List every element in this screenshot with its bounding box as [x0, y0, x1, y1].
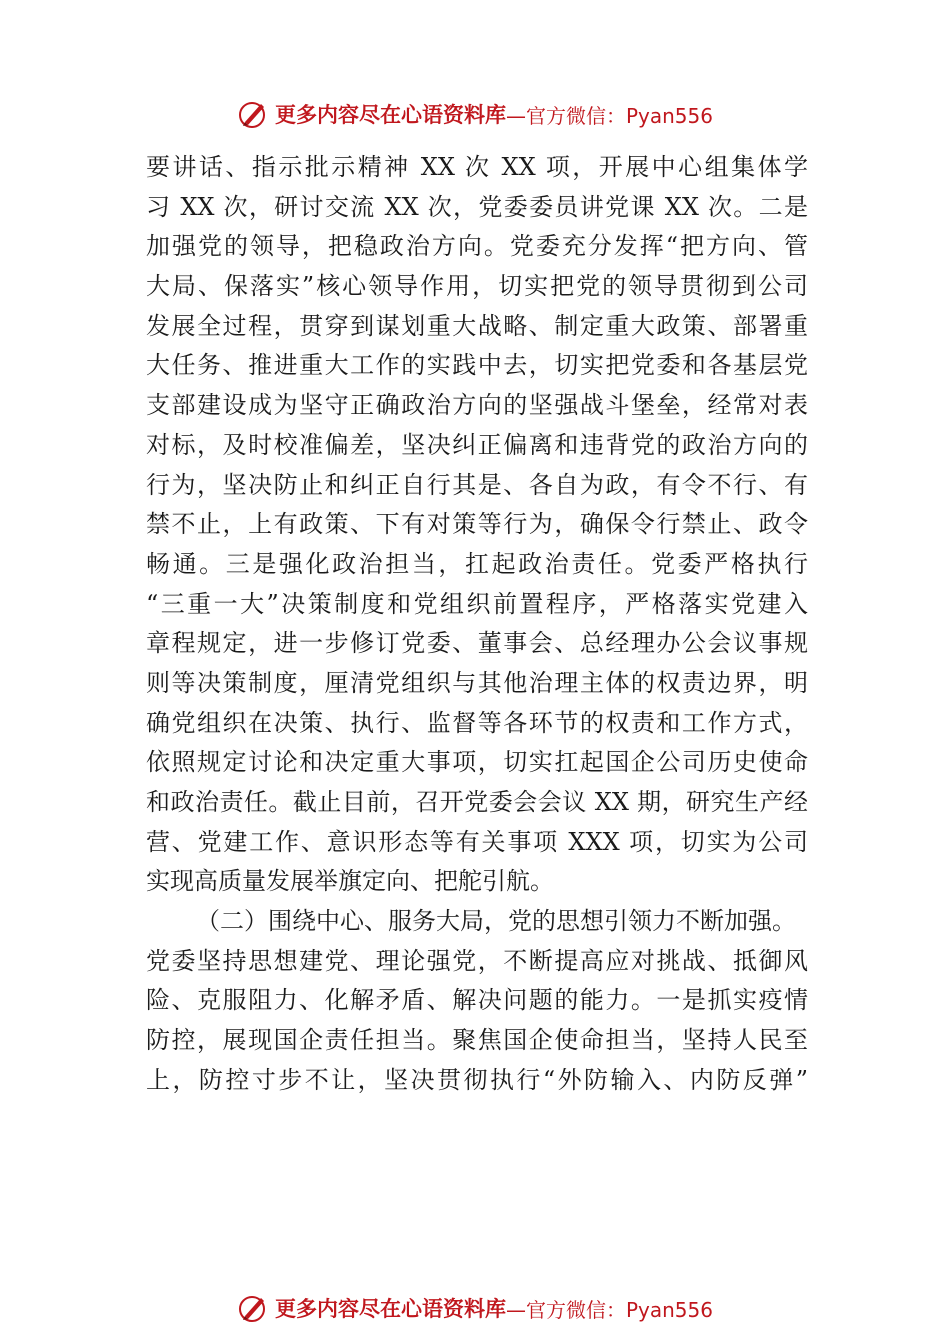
body-line: 发展全过程，贯穿到谋划重大战略、制定重大政策、部署重 — [146, 311, 808, 340]
body-line: 畅通。三是强化政治担当，扛起政治责任。党委严格执行 — [146, 549, 808, 578]
body-line: 上，防控寸步不让，坚决贯彻执行“外防输入、内防反弹” — [146, 1065, 808, 1094]
body-line: 实现高质量发展举旗定向、把舵引航。 — [146, 867, 554, 896]
body-line: 大局、保落实”核心领导作用，切实把党的领导贯彻到公司 — [146, 272, 808, 301]
header-banner-title: 更多内容尽在心语资料库 — [274, 102, 506, 127]
body-line: 禁不止，上有政策、下有对策等行为，确保令行禁止、政令 — [146, 510, 808, 539]
body-line: 营、党建工作、意识形态等有关事项 XXX 项，切实为公司 — [146, 827, 808, 856]
body-line: 习 XX 次，研讨交流 XX 次，党委委员讲党课 XX 次。二是 — [146, 192, 808, 221]
body-line: 确党组织在决策、执行、监督等各环节的权责和工作方式， — [146, 708, 808, 737]
footer-banner-wechat: —官方微信：Pyan556 — [505, 1297, 713, 1322]
body-line: 对标，及时校准偏差，坚决纠正偏离和违背党的政治方向的 — [146, 430, 808, 459]
body-line: 依照规定讨论和决定重大事项，切实扛起国企公司历史使命 — [146, 748, 808, 777]
body-line: 大任务、推进重大工作的实践中去，切实把党委和各基层党 — [146, 351, 808, 380]
pen-logo-icon — [237, 98, 269, 130]
body-line: 则等决策制度，厘清党组织与其他治理主体的权责边界，明 — [146, 668, 808, 697]
body-line: “三重一大”决策制度和党组织前置程序，严格落实党建入 — [146, 589, 808, 618]
body-line: 险、克服阻力、化解矛盾、解决问题的能力。一是抓实疫情 — [146, 986, 808, 1015]
body-line: 章程规定，进一步修订党委、董事会、总经理办公会议事规 — [146, 629, 808, 658]
pen-logo-icon — [237, 1292, 269, 1324]
section-heading: （二）围绕中心、服务大局，党的思想引领力不断加强。 — [196, 907, 796, 936]
header-banner — [0, 94, 950, 134]
document-body — [146, 148, 808, 1101]
body-line: 防控，展现国企责任担当。聚焦国企使命担当，坚持人民至 — [146, 1026, 808, 1055]
body-line: 和政治责任。截止目前，召开党委会会议 XX 期，研究生产经 — [146, 788, 808, 816]
body-line: 要讲话、指示批示精神 XX 次 XX 项，开展中心组集体学 — [146, 153, 808, 181]
body-line: 党委坚持思想建党、理论强党，不断提高应对挑战、抵御风 — [146, 946, 808, 975]
footer-banner — [0, 1288, 950, 1328]
footer-banner-title: 更多内容尽在心语资料库 — [274, 1296, 506, 1321]
body-line: 加强党的领导，把稳政治方向。党委充分发挥“把方向、管 — [146, 232, 808, 261]
body-line: 行为，坚决防止和纠正自行其是、各自为政，有令不行、有 — [146, 470, 808, 499]
header-banner-wechat: —官方微信：Pyan556 — [505, 103, 713, 128]
body-line: 支部建设成为坚守正确政治方向的坚强战斗堡垒，经常对表 — [146, 391, 808, 420]
